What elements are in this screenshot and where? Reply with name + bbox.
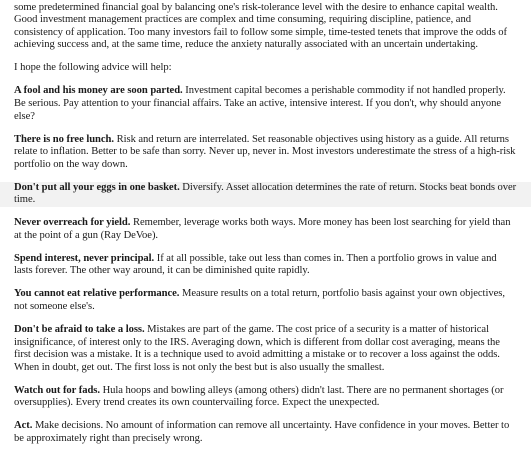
tip-paragraph xyxy=(14,253,517,278)
tip-body: If at all possible, take out less than comes in. Then a portfolio grows in value and lasts forever. The other way around, it can be diminished quite rapidly. xyxy=(14,252,497,277)
tip-heading: Watch out for fads. xyxy=(14,384,100,396)
tip-body: Investment capital becomes a perishable commodity if not handled properly. Be serious. Pay attention to your financial affairs. Take an active, intensive interest. If you don't, why should anyone else? xyxy=(14,85,506,122)
tip-paragraph xyxy=(14,85,517,123)
tip-body: Risk and return are interrelated. Set reasonable objectives using history as a guide. All returns relate to inflation. Better to be safe than sorry. Never up, never in. Most investors underestimate the stress of a high-risk portfolio on the way down. xyxy=(14,133,516,170)
tip-paragraph xyxy=(14,324,517,374)
tip-paragraph xyxy=(14,288,517,313)
tip-heading: There is no free lunch. xyxy=(14,133,114,145)
tip-paragraph xyxy=(14,385,517,410)
tip-heading: Act. xyxy=(14,420,33,432)
tip-body: Remember, leverage works both ways. More money has been lost searching for yield than at the point of a gun (Ray DeVoe). xyxy=(14,217,511,241)
tip-body: Measure results on a total return, portfolio basis against your own objectives, not someone else's. xyxy=(14,288,505,313)
tip-paragraph xyxy=(14,134,517,172)
tip-heading: Never overreach for yield. xyxy=(14,217,131,229)
tip-heading: You cannot eat relative performance. xyxy=(14,288,180,300)
tip-paragraph xyxy=(14,217,517,242)
tip-paragraph xyxy=(0,182,531,207)
intro-paragraph: some predetermined financial goal by balancing one's risk-tolerance level with the desire to enhance capital wealth. Good investment management practices are complex and time consuming, requiring discipline, patience, and consistency of application. Too many investors fail to follow some simple, time-tested tenets that improve the odds of achieving success and, at the same time, reduce the anxiety naturally associated with an uncertain undertaking. xyxy=(14,1,508,51)
intro-lead-in: I hope the following advice will help: xyxy=(14,62,172,74)
tip-body: Make decisions. No amount of information can remove all uncertainty. Have confidence in your moves. Better to be approximately right than precisely wrong. xyxy=(14,420,510,444)
tip-heading: Don't put all your eggs in one basket. xyxy=(14,181,180,193)
tip-heading: Spend interest, never principal. xyxy=(14,252,155,264)
tip-heading: A fool and his money are soon parted. xyxy=(14,85,183,97)
tip-body: Hula hoops and bowling alleys (among others) didn't last. There are no permanent shortages (or oversupplies). Every trend creates its own countervailing force. Expect the unexpected. xyxy=(14,384,504,409)
tip-body: Mistakes are part of the game. The cost price of a security is a matter of historical insignificance, of interest only to the IRS. Averaging down, which is different from dollar cost averaging, means the first decision was a mistake. It is a technique used to avoid admitting a mistake or to recover a loss against the odds. When in doubt, get out. The first loss is not only the best but is also usually the smallest. xyxy=(14,324,500,373)
tip-body: Diversify. Asset allocation determines the rate of return. Stocks beat bonds over time. xyxy=(14,181,517,206)
tip-heading: Don't be afraid to take a loss. xyxy=(14,324,145,335)
